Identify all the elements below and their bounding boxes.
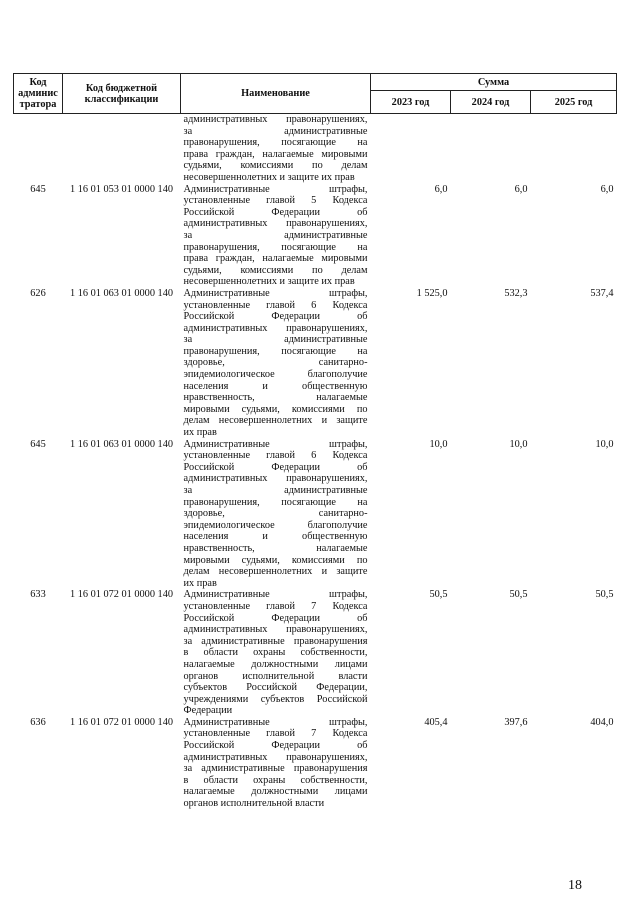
value-2023-cell: 50,5 xyxy=(429,589,448,601)
continuation-row xyxy=(14,114,617,184)
value-2023-cell: 6,0 xyxy=(434,183,448,195)
name-text-line: установленные главой 7 Кодекса xyxy=(183,600,368,612)
admin-code-cell: 636 xyxy=(30,716,46,728)
name-text-line: за административные xyxy=(183,125,368,137)
header-year-2024: 2024 год xyxy=(451,91,531,114)
name-text-line: мировыми судьями, комиссиями по xyxy=(183,403,368,415)
name-text-line: нравственность, налагаемые xyxy=(183,542,368,554)
name-text-line: Российской Федерации об xyxy=(183,206,368,218)
name-text-line: учреждениями субъектов Российской xyxy=(183,693,368,705)
name-text-line: несовершеннолетних и защите их прав xyxy=(183,276,355,288)
name-text-line: за административные xyxy=(183,334,368,346)
header-name: Наименование xyxy=(181,74,371,114)
name-text-line: за административные xyxy=(183,485,368,496)
name-text-line: субъектов Российской Федерации, xyxy=(183,682,368,694)
kbk-code-cell: 1 16 01 053 01 0000 140 xyxy=(70,183,173,195)
header-sum: Сумма xyxy=(371,74,617,91)
name-text-line: Российской Федерации об xyxy=(183,311,368,323)
kbk-code-cell: 1 16 01 072 01 0000 140 xyxy=(70,716,173,728)
value-2023-cell: 1 525,0 xyxy=(416,287,448,299)
name-text-line: налагаемые должностными лицами xyxy=(183,786,368,798)
name-text-line: установленные главой 5 Кодекса xyxy=(183,195,368,207)
table-row xyxy=(14,439,617,590)
value-2024-cell: 50,5 xyxy=(509,589,528,601)
name-text-line: права граждан, налагаемые мировыми xyxy=(183,253,368,265)
name-text-line: Российской Федерации об xyxy=(183,461,368,473)
name-text-line: права граждан, налагаемые мировыми xyxy=(183,148,368,160)
table-header xyxy=(14,74,617,114)
name-text-line: установленные главой 7 Кодекса xyxy=(183,728,368,740)
table-body xyxy=(14,114,617,810)
name-text-line: налагаемые должностными лицами xyxy=(183,658,368,670)
name-text-line: Административные штрафы, xyxy=(183,287,368,299)
name-text-line: правонарушения, посягающие на xyxy=(183,137,368,149)
name-text-line: за административные xyxy=(183,229,368,241)
name-text-line: здоровье, санитарно- xyxy=(183,357,368,369)
name-text-line: правонарушения, посягающие на xyxy=(183,241,368,253)
name-text-line: Российской Федерации об xyxy=(183,740,368,752)
name-text-line: несовершеннолетних и защите их прав xyxy=(183,171,355,183)
name-text-line: Российской Федерации об xyxy=(183,612,368,624)
name-text-line: Административные штрафы, xyxy=(183,589,368,601)
name-cell xyxy=(181,288,371,439)
header-year-2025: 2025 год xyxy=(531,91,617,114)
name-text-line: установленные главой 6 Кодекса xyxy=(183,450,368,462)
name-text-line: делам несовершеннолетних и защите xyxy=(183,566,368,578)
name-text-line: органов исполнительной власти xyxy=(183,670,368,682)
value-2023-cell: 405,4 xyxy=(424,716,448,728)
value-2023-cell: 10,0 xyxy=(429,438,448,450)
name-text-line: их прав xyxy=(183,577,217,589)
table-row xyxy=(14,717,617,810)
name-text-line: эпидемиологическое благополучие xyxy=(183,519,368,531)
name-text-line: правонарушения, посягающие на xyxy=(183,496,368,508)
header-year-2023: 2023 год xyxy=(371,91,451,114)
value-2025-cell: 537,4 xyxy=(590,287,614,299)
name-text-line: административных правонарушениях, xyxy=(183,218,368,230)
admin-code-cell: 626 xyxy=(30,287,46,299)
name-text-line: в области охраны собственности, xyxy=(183,647,368,659)
name-text-line: нравственность, налагаемые xyxy=(183,392,368,404)
kbk-code-cell: 1 16 01 063 01 0000 140 xyxy=(70,438,173,450)
name-text-line: административных правонарушениях, xyxy=(183,473,368,485)
name-text-line: делам несовершеннолетних и защите xyxy=(183,415,368,427)
name-text-line: Административные штрафы, xyxy=(183,716,368,728)
name-text-line: Административные штрафы, xyxy=(183,183,368,195)
table-row xyxy=(14,184,617,288)
name-text-line: судьями, комиссиями по делам xyxy=(183,160,368,172)
name-text-line: эпидемиологическое благополучие xyxy=(183,369,368,381)
budget-table xyxy=(13,73,617,810)
value-2024-cell: 10,0 xyxy=(509,438,528,450)
value-2025-cell: 10,0 xyxy=(595,438,614,450)
value-2024-cell: 397,6 xyxy=(504,716,528,728)
name-text-line: установленные главой 6 Кодекса xyxy=(183,299,368,311)
name-cell xyxy=(181,717,371,810)
name-text-line: административных правонарушениях, xyxy=(183,751,368,763)
value-2025-cell: 404,0 xyxy=(590,716,614,728)
name-text-line: здоровье, санитарно- xyxy=(183,508,368,520)
name-text-line: административных правонарушениях, xyxy=(183,322,368,334)
name-text-line: населения и общественную xyxy=(183,380,368,392)
value-2025-cell: 50,5 xyxy=(595,589,614,601)
value-2025-cell: 6,0 xyxy=(600,183,614,195)
page-number: 18 xyxy=(568,878,582,893)
name-text-line: судьями, комиссиями по делам xyxy=(183,264,368,276)
name-text-line: административных правонарушениях, xyxy=(183,114,368,125)
name-cell xyxy=(181,589,371,717)
name-cell xyxy=(181,184,371,288)
continuation-name-cell xyxy=(181,114,371,184)
header-kbk: Код бюджетной классификации xyxy=(63,74,181,114)
name-text-line: населения и общественную xyxy=(183,531,368,543)
header-admin-code: Код админис тратора xyxy=(14,74,63,114)
name-text-line: органов исполнительной власти xyxy=(183,798,325,810)
name-text-line: мировыми судьями, комиссиями по xyxy=(183,554,368,566)
name-text-line: за административные правонарушения xyxy=(183,635,368,647)
name-text-line: за административные правонарушения xyxy=(183,763,368,775)
name-text-line: в области охраны собственности, xyxy=(183,774,368,786)
name-cell xyxy=(181,439,371,590)
admin-code-cell: 645 xyxy=(30,438,46,450)
admin-code-cell: 633 xyxy=(30,589,46,601)
name-text-line: их прав xyxy=(183,427,217,439)
kbk-code-cell: 1 16 01 072 01 0000 140 xyxy=(70,589,173,601)
name-text-line: административных правонарушениях, xyxy=(183,624,368,636)
name-text-line: правонарушения, посягающие на xyxy=(183,345,368,357)
value-2024-cell: 532,3 xyxy=(504,287,528,299)
admin-code-cell: 645 xyxy=(30,183,46,195)
kbk-code-cell: 1 16 01 063 01 0000 140 xyxy=(70,287,173,299)
table-row xyxy=(14,589,617,717)
name-text-line: Федерации xyxy=(183,705,233,717)
name-text-line: Административные штрафы, xyxy=(183,438,368,450)
table-row xyxy=(14,288,617,439)
value-2024-cell: 6,0 xyxy=(514,183,528,195)
